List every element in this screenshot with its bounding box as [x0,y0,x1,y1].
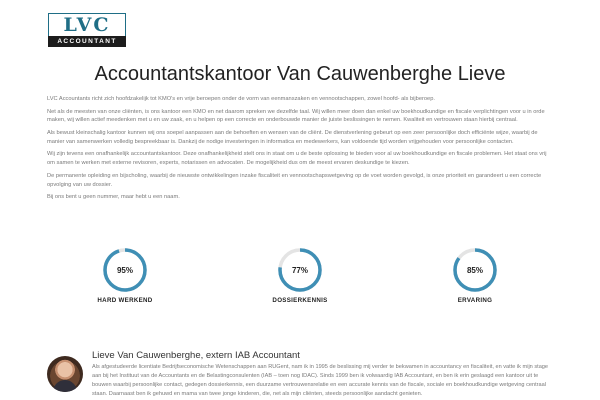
progress-ring [452,247,498,293]
company-logo[interactable] [48,13,126,47]
progress-ring [102,247,148,293]
logo-subtitle: ACCOUNTANT [48,36,126,47]
stat-ervaring [415,247,535,304]
avatar [47,356,83,392]
paragraph: De permanente opleiding en bijscholing, waarbij de nieuwste ontwikkelingen inzake fiscaliteit en vennootschapswetgeving op de voet worden gevolgd, is onze prioriteit en garandeert u een correcte opvolging van uw dossier. [47,172,542,188]
paragraph: Bij ons bent u geen nummer, maar hebt u een naam. [47,194,180,201]
logo-mark: LVC [48,13,126,36]
progress-value: 95% [116,266,134,275]
progress-value: 85% [466,266,484,275]
stat-label: ERVARING [457,297,493,304]
paragraph: Net als de meesten van onze cliënten, is ons kantoor een KMO en net daarom spreken we dezelfde taal. Wij willen meer doen dan enkel uw boekhoudkundige en fiscale verplichtingen voor u in orde maken, wij willen actief meedenken met u en uw zaak, en u helpen op een correcte en onderbouwde manier de juiste beslissingen te nemen. Kwaliteit en vertrouwen staan hierbij centraal. [47,108,545,124]
stat-dossierkennis [240,247,360,304]
paragraph: LVC Accountants richt zich hoofdzakelijk tot KMO's en vrije beroepen onder de vorm van eenmanszaken en vennootschappen, zowel hoofd- als bijberoep. [47,96,435,102]
stat-label: DOSSIERKENNIS [272,297,328,304]
page-title: Accountantskantoor Van Cauwenberghe Lieve [94,63,506,85]
stat-hard-werkend [65,247,185,304]
progress-ring [277,247,323,293]
profile-name: Lieve Van Cauwenberghe, extern IAB Accountant [92,350,300,361]
progress-value: 77% [291,266,309,275]
stat-label: HARD WERKEND [97,297,153,304]
skills-section [0,247,600,317]
intro-text [47,95,555,206]
paragraph: Wij zijn tevens een onafhankelijk accountantskantoor. Deze onafhankelijkheid stelt ons in staat om u de beste oplossing te bieden voor al uw boekhoudkundige en fiscale problemen. Het staat ons vrij om samen te werken met externe revisoren, experts, notarissen en advocaten. De mogelijkheid dus om de meest ervaren deskundige te kiezen. [47,151,547,167]
paragraph: Als bewust kleinschalig kantoor kunnen wij ons soepel aanpassen aan de behoeften en wensen van de cliënt. De dienstverlening gebeurt op een zeer persoonlijke doch efficiënte wijze, waarbij de manier van samenwerken volledig bespreekbaar is. Dankzij de nodige investeringen in informatica en medewerkers, kan voldoende tijd worden vrijgehouden voor persoonlijke contacten. [47,129,538,145]
profile-bio: Als afgestudeerde licentiate Bedrijfseconomische Wetenschappen aan RUGent, nam ik in 1995 de beslissing mij verder te bekwamen in accountancy en fiscaliteit, en vatte ik mijn stage aan bij het Instituut van de Accountants en de Belastingconsulenten (IAB – toen nog IDAC). Sinds 1999 ben ik volwaardig IAB Accountant, en ben ik erin geslaagd een kantoor uit te bouwen waarbij persoonlijke contact, gedegen dossierkennis, een duurzame vertrouwensrelatie en een accurate kennis van de fiscale, sociale en boekhoudkundige wetgeving centraal staan. Daarnaast ben ik gehuwd en mama van twee jonge kinderen, die, net als mijn cliënten, steeds persoonlijke aandacht genieten. [92,364,549,397]
avatar-body [53,380,77,392]
profile-section [47,350,557,400]
